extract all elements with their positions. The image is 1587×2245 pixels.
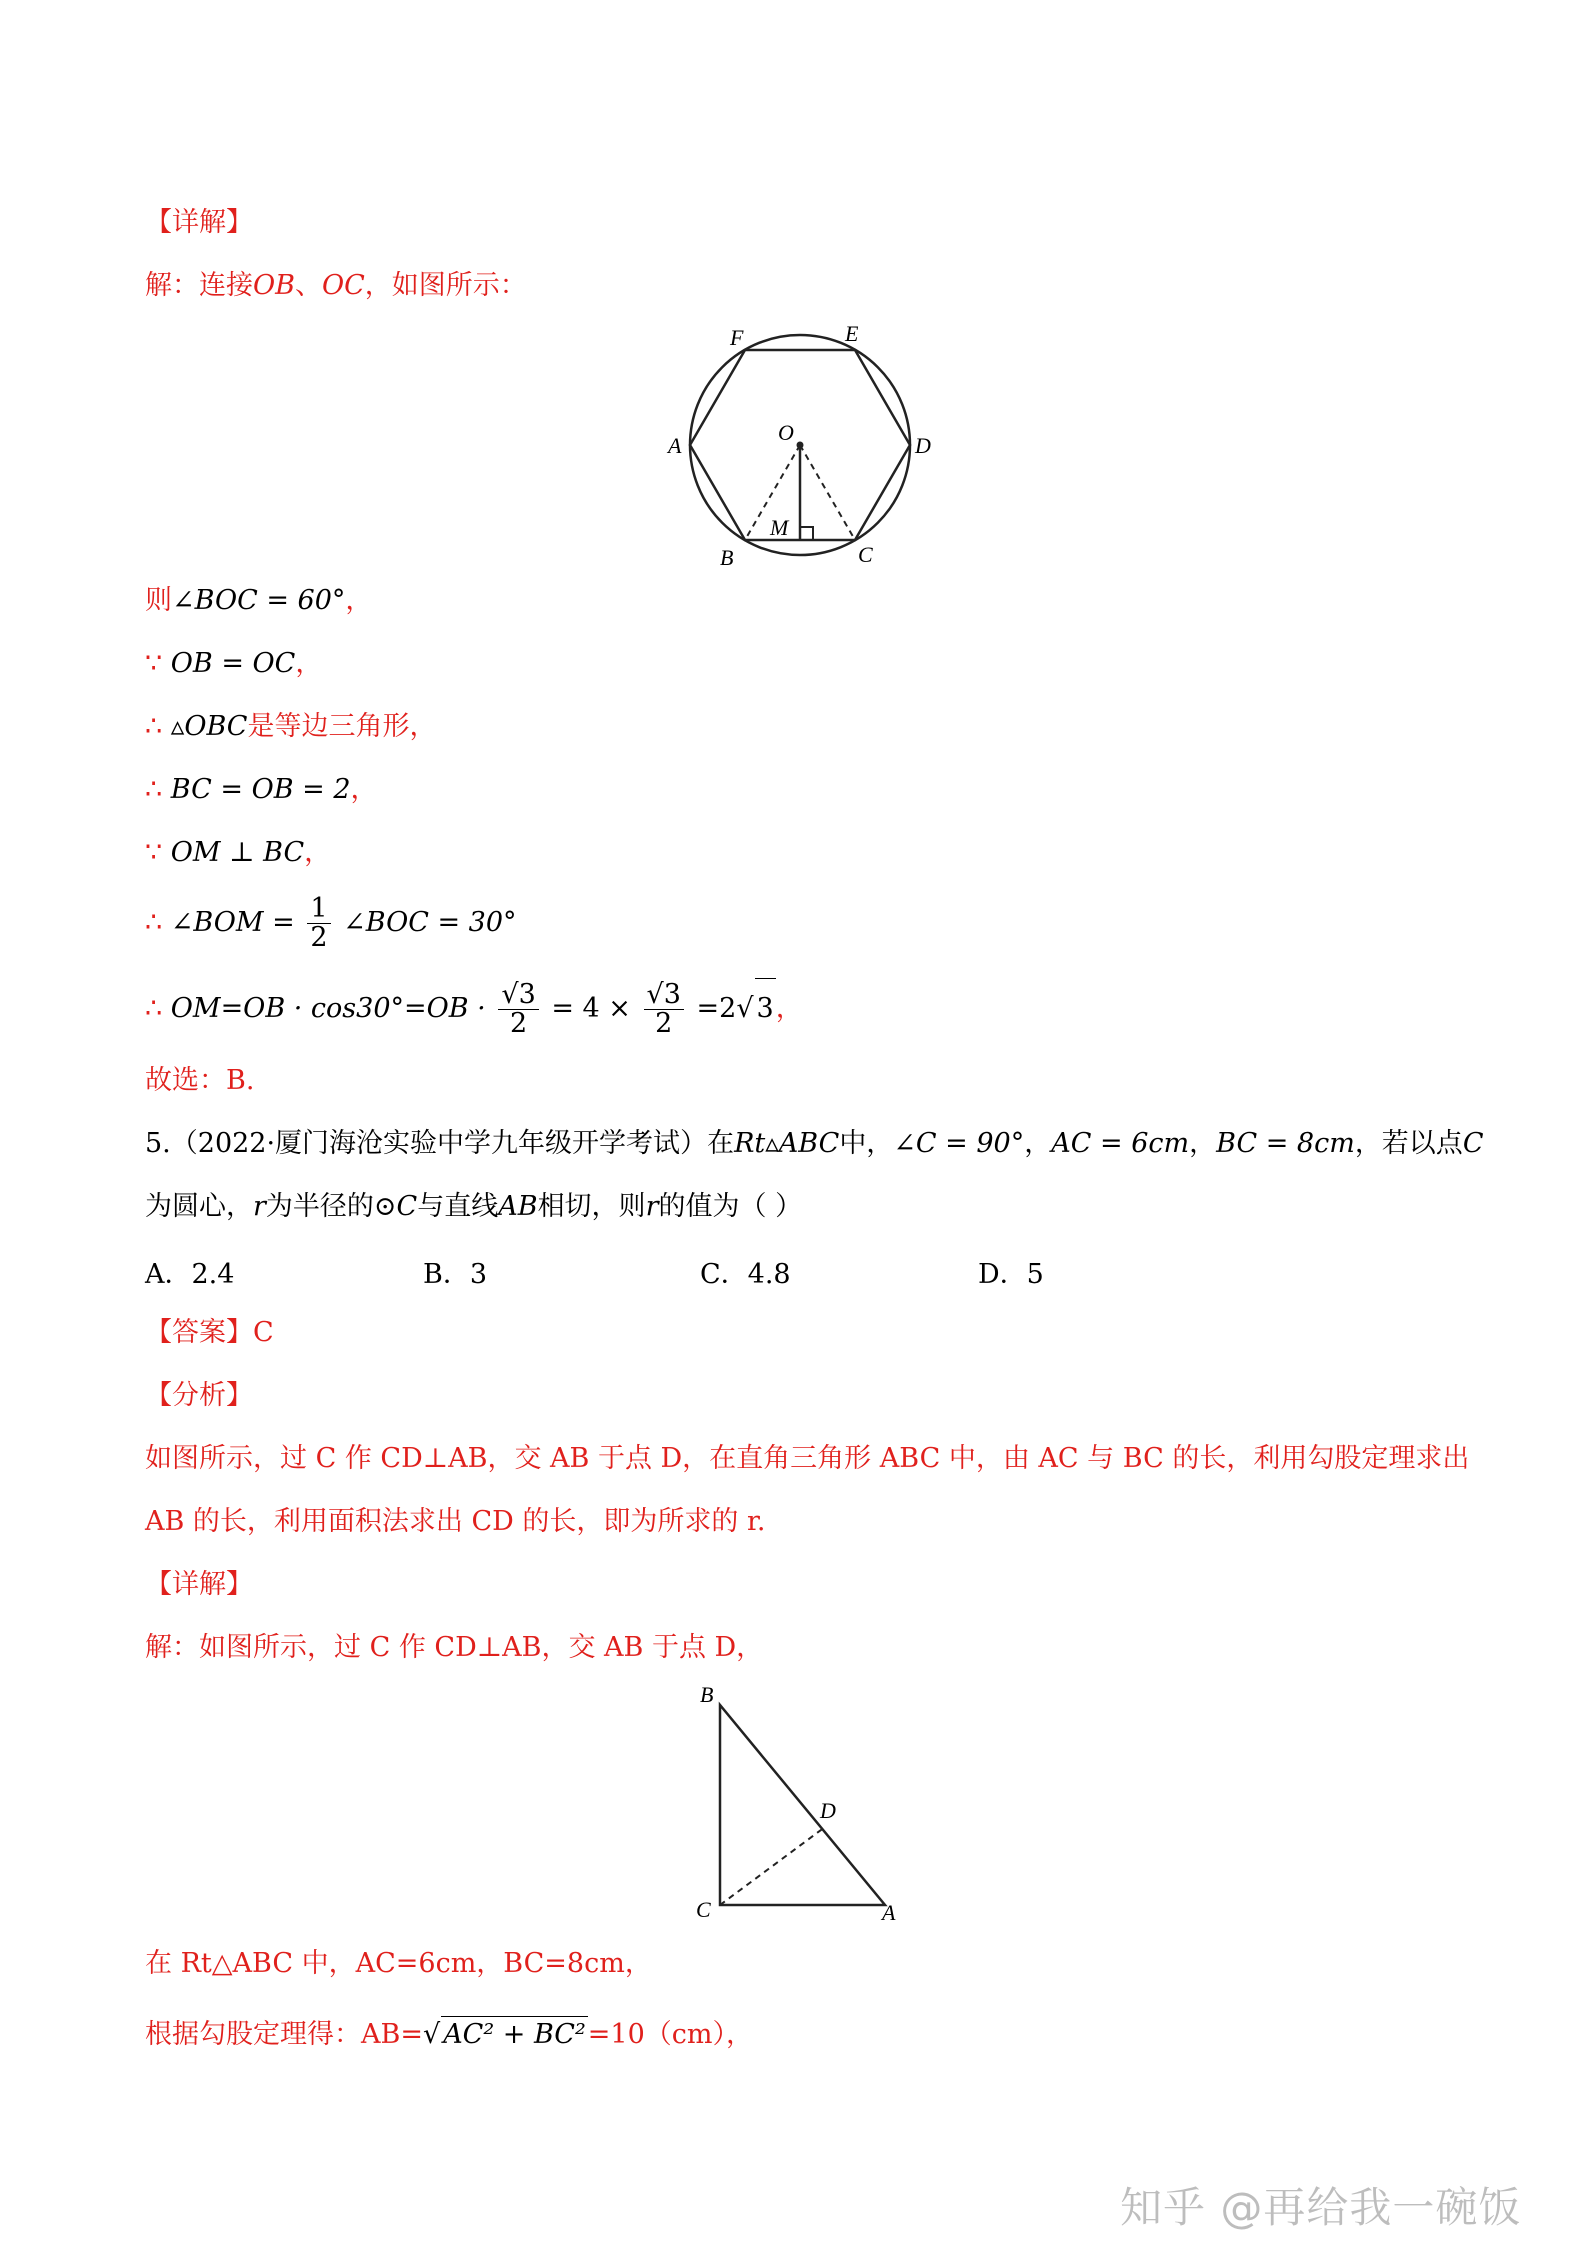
altitude-cd	[720, 1827, 825, 1905]
step-1	[145, 583, 372, 619]
step-7-mid: = 4 ×	[551, 993, 631, 1024]
step-3-text: 是等边三角形，	[247, 711, 437, 742]
right-triangle-figure	[690, 1680, 930, 1925]
variable-r: r	[253, 1191, 266, 1222]
tail-suffix: =10（cm），	[587, 2019, 753, 2050]
ac-length: AC = 6cm	[1051, 1128, 1190, 1159]
choice-a: A．2.4	[145, 1259, 235, 1290]
question-mid-2: ，若以点	[1354, 1128, 1463, 1159]
segment-ob: OB	[253, 270, 295, 301]
analysis-line-1: 如图所示，过 C 作 CD⊥AB，交 AB 于点 D，在直角三角形 ABC 中，由 AC 与 BC 的长，利用勾股定理求出	[145, 1443, 1470, 1474]
label-m: M	[770, 515, 789, 540]
fraction-numerator: √3	[498, 981, 538, 1010]
step-4-suffix: ，	[350, 774, 378, 805]
segment-oc: OC	[321, 270, 365, 301]
step-7-root: 3	[755, 978, 776, 1039]
step-2	[145, 646, 322, 682]
step-7: ∴ OM=OB · cos30°=OB · $\frac{√3}{2}$ = 4 × $\frac{√3}{2}$ =2√ 3，	[145, 978, 803, 1039]
label-a: A	[668, 433, 682, 458]
fraction-one-half	[307, 892, 330, 953]
step-4-expr: BC = OB = 2	[170, 774, 351, 805]
answer-line	[145, 1315, 274, 1351]
text: 与直线	[417, 1191, 499, 1222]
solution-prefix: 解：连接	[145, 270, 253, 301]
solution-suffix: ，如图所示：	[364, 270, 527, 301]
analysis-heading: 【分析】	[145, 1380, 253, 1411]
triangle	[720, 1705, 885, 1905]
answer-label: 【答案】	[145, 1317, 253, 1348]
tail-line-2: 根据勾股定理得：AB=√ AC² + BC²=10（cm），	[145, 2016, 753, 2053]
label-b: B	[720, 545, 734, 570]
because-symbol: ∵	[145, 648, 163, 679]
label-b: B	[700, 1682, 714, 1707]
detail-heading-2: 【详解】	[145, 1569, 253, 1600]
center-point	[797, 442, 804, 449]
step-5	[145, 835, 331, 871]
detail-heading: 【详解】	[145, 207, 253, 238]
text: 相切，则	[537, 1191, 646, 1222]
step-4	[145, 772, 378, 808]
step-7-eq: =2	[696, 993, 737, 1024]
analysis-line-2: AB 的长，利用面积法求出 CD 的长，即为所求的 r.	[145, 1506, 766, 1537]
label-o: O	[778, 420, 794, 445]
line-ab: AB	[498, 1191, 538, 1222]
therefore-symbol: ∴	[145, 993, 163, 1024]
tail-prefix: 根据勾股定理得：AB=	[145, 2019, 423, 2050]
step-5-suffix: ，	[304, 837, 332, 868]
choice-b: B．3	[423, 1259, 488, 1290]
circle-c: C	[396, 1191, 418, 1222]
because-symbol: ∵	[145, 837, 163, 868]
hexagon-figure	[650, 315, 950, 575]
detail-solution-2: 解：如图所示，过 C 作 CD⊥AB，交 AB 于点 D，	[145, 1632, 764, 1663]
step-7-suffix: ，	[775, 993, 803, 1024]
step-7-left: OM=OB · cos30°=OB ·	[170, 993, 486, 1024]
fraction-denominator: 2	[509, 1008, 528, 1039]
fraction-numerator: 1	[307, 895, 330, 924]
step-2-expr: OB = OC	[170, 648, 296, 679]
question-5-line-1	[145, 1126, 1483, 1162]
choice-c: C．4.8	[700, 1259, 791, 1290]
answer-choice: 故选：B.	[145, 1065, 255, 1096]
therefore-symbol: ∴	[145, 907, 163, 938]
text: 的值为（ ）	[658, 1191, 803, 1222]
answer-value: C	[253, 1317, 274, 1348]
triangle-abc: ▵ABC	[765, 1128, 840, 1159]
tail-line-1: 在 Rt△ABC 中，AC=6cm，BC=8cm，	[145, 1948, 652, 1979]
question-5-line-2	[145, 1189, 802, 1225]
step-6-left: ∠BOM =	[170, 907, 295, 938]
rt-label: Rt	[734, 1128, 766, 1159]
comma: ，	[1189, 1128, 1217, 1159]
step-1-suffix: ，	[345, 585, 373, 616]
label-e: E	[845, 321, 859, 346]
label-d: D	[915, 433, 931, 458]
step-3-triangle: ▵OBC	[170, 711, 248, 742]
fraction-root3-over-2	[498, 978, 538, 1039]
fraction-denominator: 2	[655, 1008, 673, 1039]
label-a: A	[882, 1900, 896, 1925]
step-5-expr: OM ⊥ BC	[170, 837, 305, 868]
text: 为圆心，	[145, 1191, 253, 1222]
separator: 、	[294, 270, 322, 301]
fraction-denominator: 2	[310, 922, 328, 953]
pythagorean-root: AC² + BC²	[441, 2016, 588, 2053]
text: 为半径的⊙	[265, 1191, 397, 1222]
bc-length: BC = 8cm	[1216, 1128, 1355, 1159]
therefore-symbol: ∴	[145, 774, 163, 805]
therefore-symbol: ∴	[145, 711, 163, 742]
comma: ，	[1024, 1128, 1052, 1159]
label-c: C	[858, 542, 873, 567]
step-6-right: ∠BOC = 30°	[343, 907, 517, 938]
angle-c: ∠C = 90°	[893, 1128, 1025, 1159]
right-angle-mark	[800, 527, 813, 540]
fraction-root3-over-2-second	[644, 978, 684, 1039]
step-6	[145, 893, 517, 953]
watermark: 知乎 @再给我一碗饭	[1120, 2183, 1522, 2232]
step-1-prefix: 则	[145, 585, 172, 616]
step-1-expr: ∠BOC = 60°	[172, 585, 346, 616]
question-prefix: 5.（2022·厦门海沧实验中学九年级开学考试）在	[145, 1128, 735, 1159]
fraction-numerator: √3	[644, 981, 684, 1010]
step-2-suffix: ，	[295, 648, 323, 679]
label-c: C	[696, 1897, 711, 1922]
choice-d: D．5	[978, 1259, 1044, 1290]
dashed-oc	[800, 445, 855, 540]
point-c: C	[1462, 1128, 1484, 1159]
label-d: D	[820, 1798, 836, 1823]
step-3	[145, 709, 436, 745]
label-f: F	[730, 325, 744, 350]
solution-intro	[145, 268, 527, 304]
question-mid: 中，	[839, 1128, 894, 1159]
variable-r: r	[645, 1191, 659, 1222]
